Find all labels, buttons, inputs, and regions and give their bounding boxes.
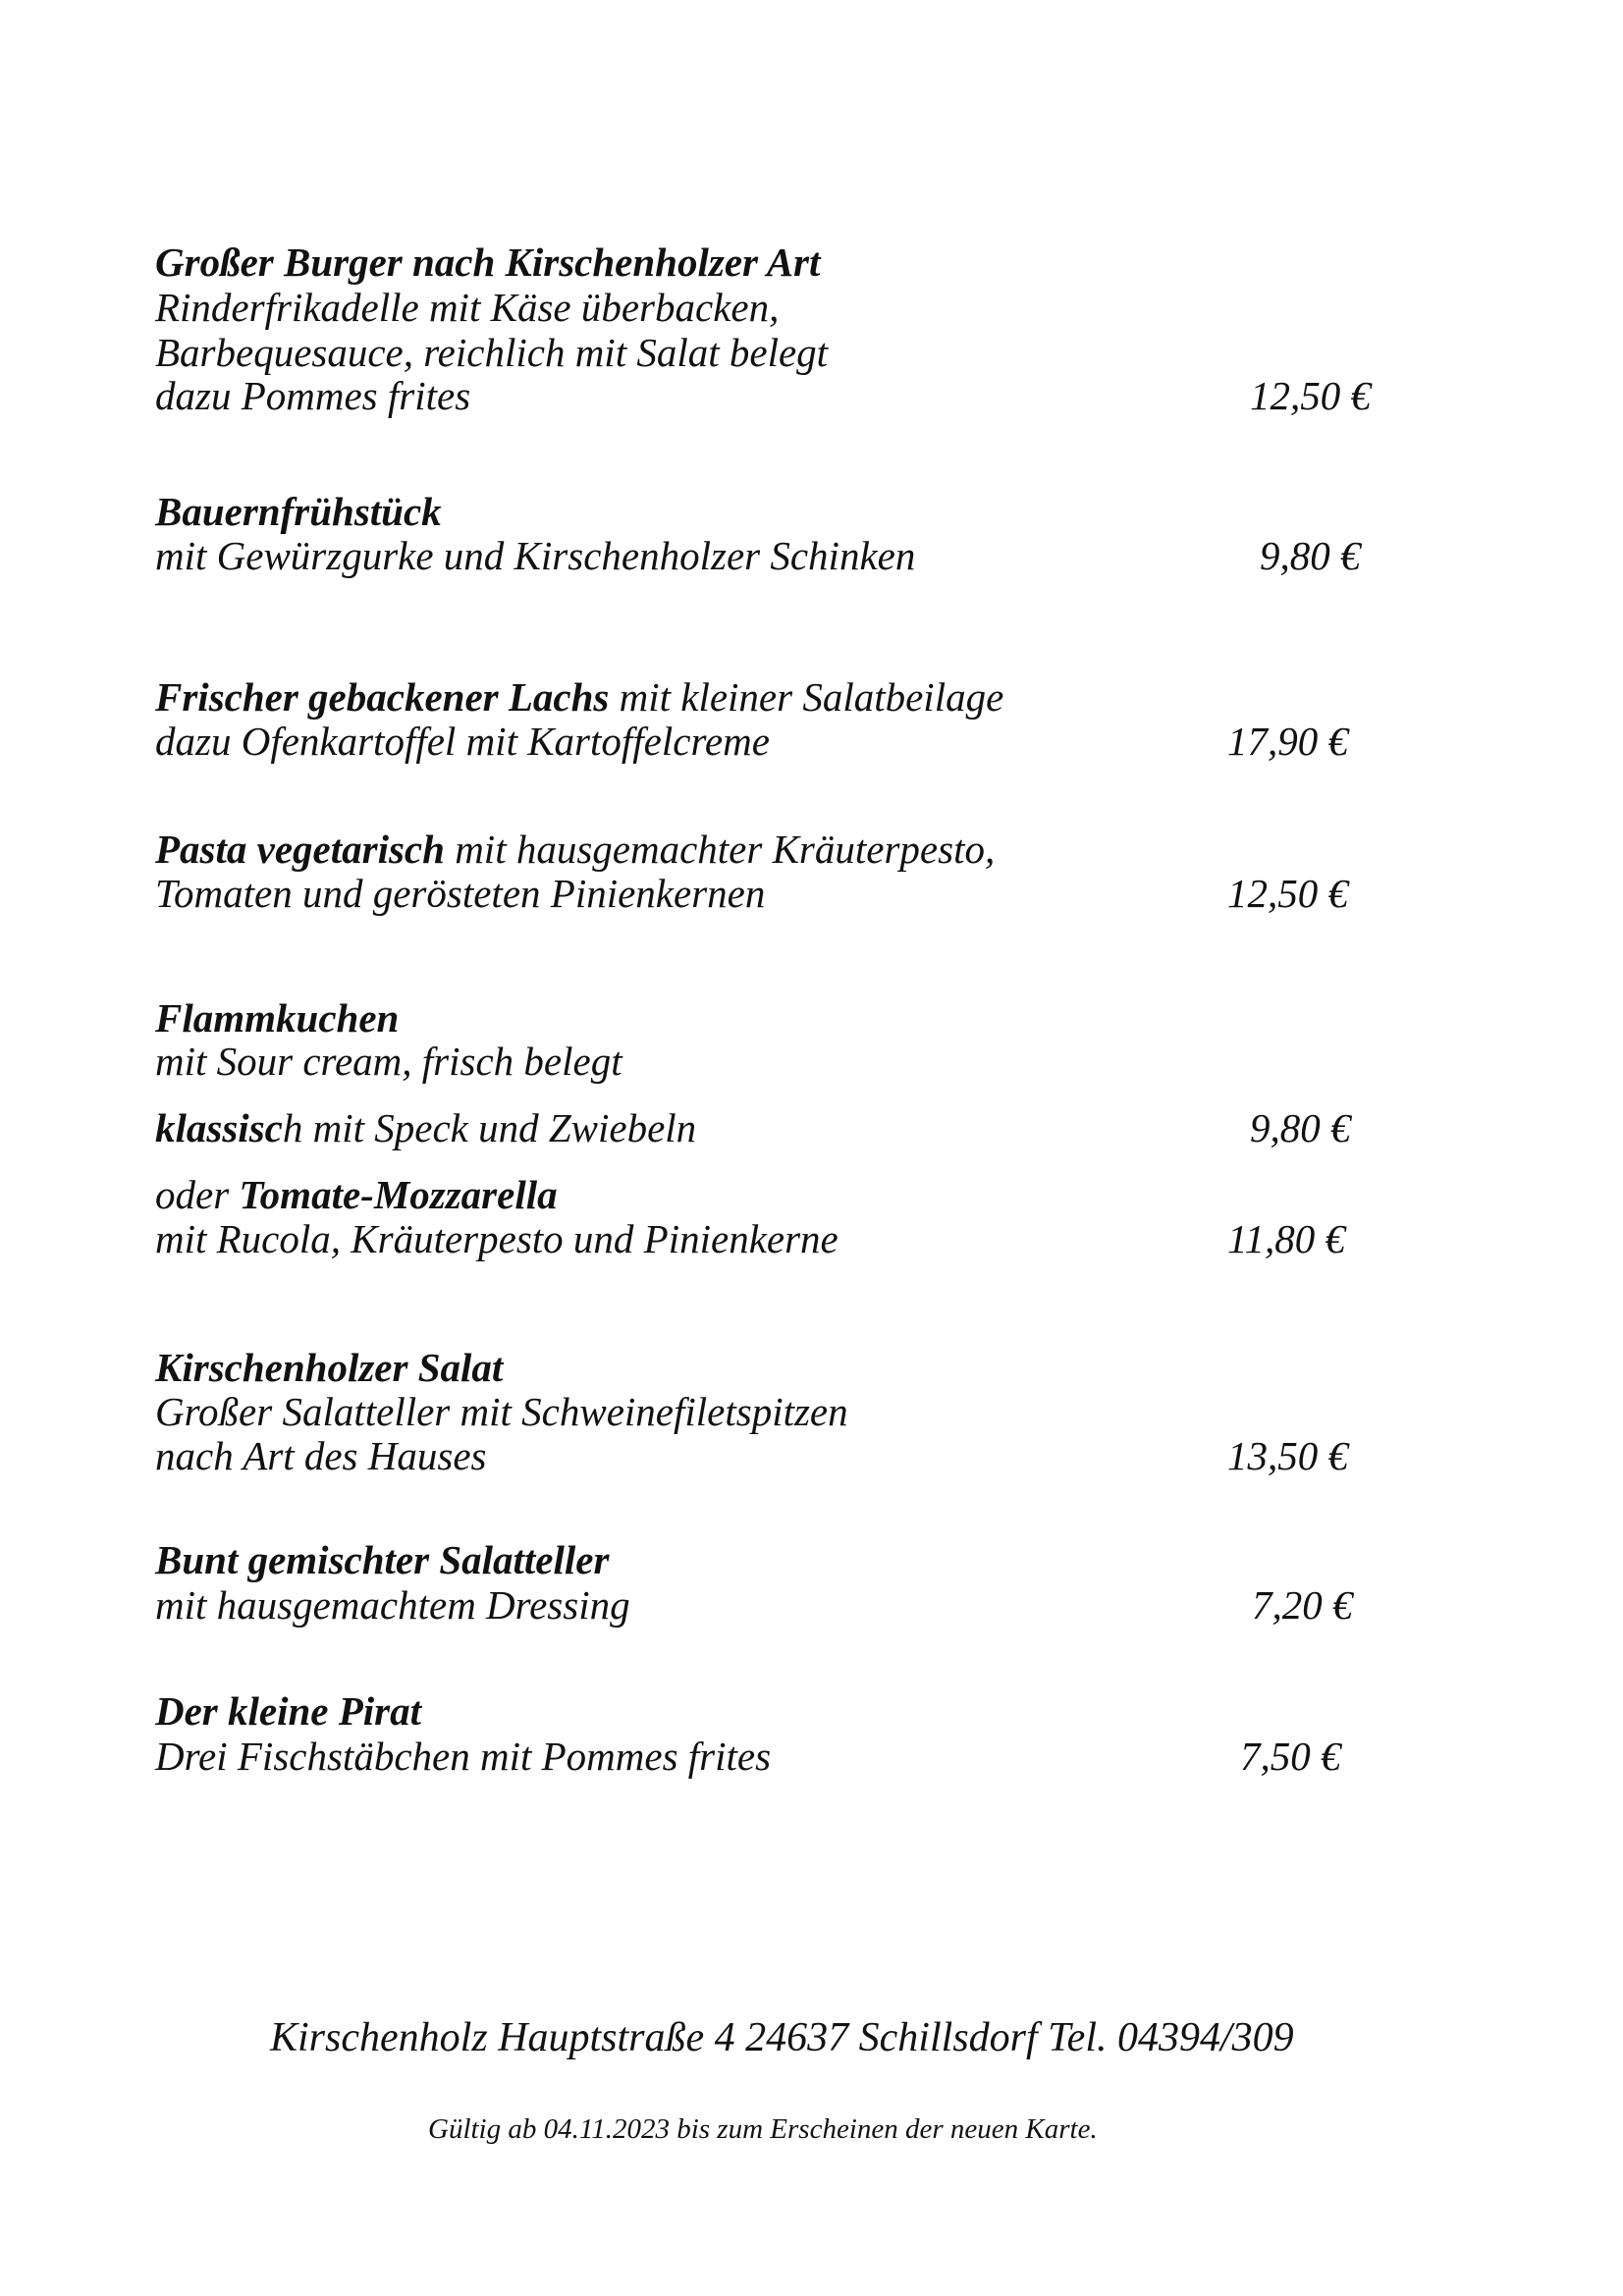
- item-title-burger: Großer Burger nach Kirschenholzer Art: [155, 240, 821, 285]
- item-price: 12,50 €: [1250, 373, 1371, 418]
- item-price: 7,50 €: [1240, 1734, 1341, 1779]
- item-price: 11,80 €: [1227, 1216, 1345, 1261]
- item-description: mit Rucola, Kräuterpesto und Pinienkerne: [155, 1216, 839, 1261]
- item-price: 12,50 €: [1227, 871, 1348, 916]
- footer-address: Kirschenholz Hauptstraße 4 24637 Schillsdorf Tel. 04394/309: [270, 2015, 1294, 2060]
- item-description: nach Art des Hauses: [155, 1433, 487, 1478]
- item-title-pirat: Der kleine Pirat: [155, 1688, 422, 1734]
- item-price: 7,20 €: [1252, 1582, 1353, 1628]
- item-price: 13,50 €: [1227, 1433, 1348, 1478]
- item-description: mit hausgemachtem Dressing: [155, 1582, 630, 1628]
- item-title-bauernfruehstueck: Bauernfrühstück: [155, 489, 442, 534]
- item-title-salat: Kirschenholzer Salat: [155, 1345, 504, 1390]
- item-description: dazu Pommes frites: [155, 373, 471, 418]
- item-price: 9,80 €: [1260, 533, 1361, 578]
- item-description: Barbequesauce, reichlich mit Salat belegt: [155, 330, 829, 375]
- item-description: mit Gewürzgurke und Kirschenholzer Schinken: [155, 533, 916, 578]
- item-title-lachs: Frischer gebackener Lachs mit kleiner Salatbeilage: [155, 674, 1004, 720]
- item-description: dazu Ofenkartoffel mit Kartoffelcreme: [155, 719, 770, 764]
- item-variant-tomate: oder Tomate-Mozzarella: [155, 1172, 558, 1217]
- item-description: Tomaten und gerösteten Pinienkernen: [155, 871, 766, 916]
- item-title-flammkuchen: Flammkuchen: [155, 995, 400, 1041]
- item-description: mit Sour cream, frisch belegt: [155, 1039, 622, 1084]
- item-description: Rinderfrikadelle mit Käse überbacken,: [155, 285, 780, 330]
- item-description: Drei Fischstäbchen mit Pommes frites: [155, 1734, 772, 1779]
- item-price: 9,80 €: [1250, 1105, 1351, 1150]
- item-title-pasta: Pasta vegetarisch mit hausgemachter Kräuterpesto,: [155, 827, 996, 872]
- item-price: 17,90 €: [1227, 719, 1348, 764]
- item-description: Großer Salatteller mit Schweinefiletspitzen: [155, 1389, 848, 1434]
- footer-validity: Gültig ab 04.11.2023 bis zum Erscheinen der neuen Karte.: [428, 2113, 1098, 2145]
- item-title-salatteller: Bunt gemischter Salatteller: [155, 1537, 610, 1582]
- item-variant-klassisch: klassisch mit Speck und Zwiebeln: [155, 1105, 697, 1150]
